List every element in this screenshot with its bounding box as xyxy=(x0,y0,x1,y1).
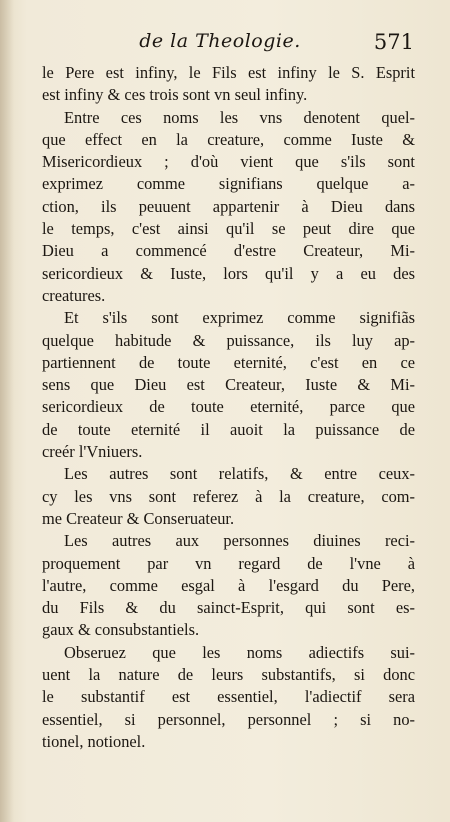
text-line: Les autres sont relatifs, & entre ceux- xyxy=(64,464,415,484)
text-line: sericordieux de toute eternité, parce que xyxy=(42,397,415,417)
gutter-shadow xyxy=(0,0,14,822)
text-line: du Fils & du sainct-Esprit, qui sont es- xyxy=(42,598,415,618)
page-number: 571 xyxy=(373,30,414,54)
text-line: tionel, notionel. xyxy=(42,731,146,751)
text-line: creatures. xyxy=(42,285,106,305)
text-line: creér l'Vniuers. xyxy=(42,442,143,462)
text-line: l'autre, comme esgal à l'esgard du Pere, xyxy=(42,575,415,595)
text-line: Obseruez que les noms adiectifs sui- xyxy=(64,642,415,662)
text-line: sens que Dieu est Createur, Iuste & Mi- xyxy=(42,375,415,395)
text-line: partiennent de toute eternité, c'est en ce xyxy=(42,352,415,372)
text-line: essentiel, si personnel, personnel ; si no- xyxy=(42,709,415,729)
body-text xyxy=(42,62,415,753)
text-line: me Createur & Conseruateur. xyxy=(42,508,235,528)
text-line: uent la nature de leurs substantifs, si donc xyxy=(42,665,415,685)
text-line: ction, ils peuuent appartenir à Dieu dans xyxy=(42,196,415,216)
text-line: quelque habitude & puissance, ils luy ap- xyxy=(42,330,415,350)
text-line: sericordieux & Iuste, lors qu'il y a eu des xyxy=(42,263,415,283)
text-line: le Pere est infiny, le Fils est infiny le S. Esprit xyxy=(42,63,415,82)
text-line: que effect en la creature, comme Iuste & xyxy=(42,129,415,149)
text-line: Les autres aux personnes diuines reci- xyxy=(64,531,415,551)
text-line: cy les vns sont referez à la creature, com- xyxy=(42,486,415,506)
text-line: exprimez comme signifians quelque a- xyxy=(42,174,415,194)
text-line: le substantif est essentiel, l'adiectif sera xyxy=(42,687,415,707)
text-line: le temps, c'est ainsi qu'il se peut dire que xyxy=(42,219,415,239)
text-line: proquement par vn regard de l'vne à xyxy=(42,553,415,573)
text-line: Et s'ils sont exprimez comme signifiãs xyxy=(64,308,415,328)
text-line: est infiny & ces trois sont vn seul infiny. xyxy=(42,85,308,105)
text-line: gaux & consubstantiels. xyxy=(42,620,200,640)
running-title: de la Theologie. xyxy=(139,30,301,52)
text-line: Dieu a commencé d'estre Createur, Mi- xyxy=(42,241,415,261)
text-line: Misericordieux ; d'où vient que s'ils sont xyxy=(42,152,415,172)
text-line: Entre ces noms les vns denotent quel- xyxy=(64,107,415,127)
text-line: de toute eternité il auoit la puissance de xyxy=(42,419,415,439)
